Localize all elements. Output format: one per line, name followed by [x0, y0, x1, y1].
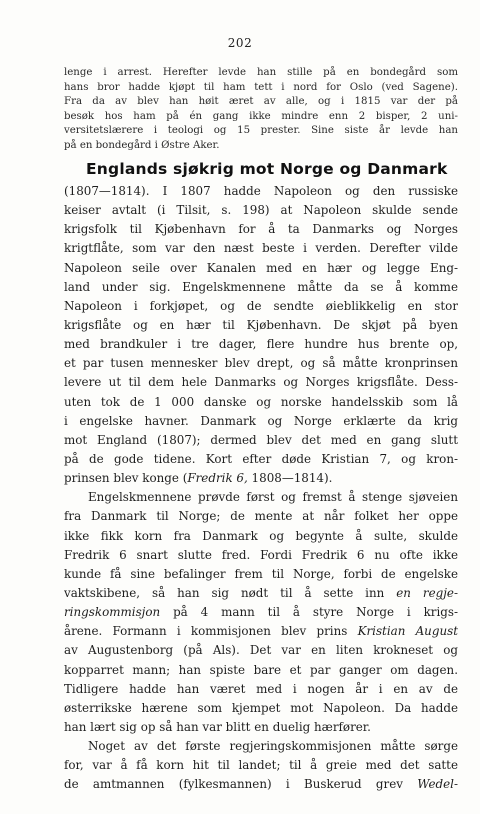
text-line — [64, 450, 458, 469]
text-segment: mot England (1807); dermed blev det med en gang slutt — [64, 432, 458, 447]
text-segment: ikke fikk korn fra Danmark og begynte å sulte, skulde — [64, 528, 458, 543]
text-segment: et par tusen mennesker blev drept, og så måtte kronprinsen — [64, 356, 458, 371]
text-line — [64, 182, 458, 201]
text-segment: keiser avtalt (i Tilsit, s. 198) at Napoleon skulde sende — [64, 203, 458, 218]
text-segment: levere ut til dem hele Danmarks og Norges krigsflåte. Dess- — [64, 375, 458, 390]
text-segment: uten tok de 1 000 danske og norske handelsskib som lå — [64, 394, 458, 409]
section-body — [64, 182, 458, 795]
text-line — [64, 412, 458, 431]
text-line — [64, 622, 458, 641]
text-segment: på 4 mann til å styre Norge i krigs- — [160, 605, 458, 620]
text-line — [64, 393, 458, 412]
text-line — [64, 527, 458, 546]
text-line — [64, 335, 458, 354]
text-line — [64, 488, 458, 507]
text-segment: for, var å få korn hit til landet; til å greie med det satte — [64, 758, 458, 773]
text-line — [64, 507, 458, 526]
text-line — [64, 278, 458, 297]
italic-text: Fredrik 6, — [187, 471, 248, 486]
text-line — [64, 565, 458, 584]
text-line — [64, 431, 458, 450]
text-segment: årene. Formann i kommisjonen blev prins — [64, 624, 358, 639]
text-line — [64, 316, 458, 335]
intro-paragraph — [64, 66, 458, 154]
text-segment: krigtflåte, som var den næst beste i verden. Derefter vilde — [64, 241, 458, 256]
text-segment: krigsflåte og en hær til Kjøbenhavn. De skjøt på byen — [64, 317, 458, 332]
text-line — [64, 201, 458, 220]
text-segment: kunde få sine befalinger frem til Norge, forbi de engelske — [64, 566, 458, 581]
italic-text: Wedel- — [417, 777, 458, 792]
text-segment: krigsfolk til Kjøbenhavn for å ta Danmarks og Norges — [64, 222, 458, 237]
text-line — [64, 546, 458, 565]
text-segment: østerrikske hærene som kjempet mot Napoleon. Da hadde — [64, 700, 458, 715]
text-segment: han lært sig op så han var blitt en duelig hærfører. — [64, 719, 371, 734]
text-segment: Noget av det første regjeringskommisjonen måtte sørge — [88, 739, 458, 754]
text-segment: de amtmannen (fylkesmannen) i Buskerud grev — [64, 777, 418, 792]
text-line: hans bror hadde kjøpt til ham tett i nord for Oslo (ved Sagene). — [64, 81, 458, 93]
text-line — [64, 680, 458, 699]
text-line — [64, 297, 458, 316]
text-segment: prinsen blev konge ( — [64, 471, 188, 486]
text-segment: i engelske havner. Danmark og Norge erklærte da krig — [64, 413, 458, 428]
text-segment: Napoleon i forkjøpet, og de sendte øieblikkelig en stor — [64, 298, 458, 313]
italic-text: ringskommisjon — [64, 605, 161, 620]
text-line: på en bondegård i Østre Aker. — [64, 139, 220, 151]
text-line — [64, 239, 458, 258]
text-segment: kopparret mann; han spiste bare et par ganger om dagen. — [64, 662, 458, 677]
text-line — [64, 220, 458, 239]
text-segment: på de gode tidene. Kort efter døde Kristian 7, og kron- — [64, 451, 458, 466]
text-line — [64, 718, 458, 737]
text-line — [64, 584, 458, 603]
text-line: Fra da av blev han høit æret av alle, og i 1815 var der på — [64, 96, 458, 108]
text-segment: 1808—1814). — [247, 471, 333, 486]
text-segment: land under sig. Engelskmennene måtte da se å komme — [64, 279, 458, 294]
text-segment: Tidligere hadde han været med i nogen år i en av de — [64, 681, 458, 696]
section-heading: Englands sjøkrig mot Norge og Danmark — [86, 160, 448, 178]
text-line — [64, 641, 458, 660]
text-line — [64, 373, 458, 392]
text-line: versitetslærere i teologi og 15 prester. Sine siste år levde han — [64, 125, 458, 137]
text-segment: med brandkuler i tre dager, flere hundre hus brente op, — [64, 337, 458, 352]
text-segment: (1807—1814). I 1807 hadde Napoleon og den russiske — [64, 184, 458, 198]
text-segment: vaktskibene, så han sig nødt til å sette inn — [64, 585, 397, 600]
text-segment: Engelskmennene prøvde først og fremst å stenge sjøveien — [88, 490, 458, 505]
text-line — [64, 775, 458, 794]
text-segment: fra Danmark til Norge; de mente at når folket her oppe — [64, 509, 458, 524]
page-number: 202 — [227, 36, 253, 50]
text-line — [64, 354, 458, 373]
text-segment: av Augustenborg (på Als). Det var en liten krokneset og — [64, 643, 458, 658]
text-line — [64, 603, 458, 622]
text-line — [64, 259, 458, 278]
italic-text: en regje- — [396, 585, 458, 600]
italic-text: Kristian August — [357, 624, 458, 639]
text-line — [64, 469, 458, 488]
text-line — [64, 699, 458, 718]
text-line: lenge i arrest. Herefter levde han stille på en bondegård som — [64, 67, 458, 78]
text-line — [64, 737, 458, 756]
text-segment: Napoleon seile over Kanalen med en hær og legge Eng- — [64, 260, 458, 275]
text-line — [64, 661, 458, 680]
text-segment: Fredrik 6 snart slutte fred. Fordi Fredrik 6 nu ofte ikke — [64, 547, 458, 562]
text-line — [64, 756, 458, 775]
text-line: besøk hos ham på én gang ikke mindre enn 2 bisper, 2 uni- — [64, 110, 458, 122]
